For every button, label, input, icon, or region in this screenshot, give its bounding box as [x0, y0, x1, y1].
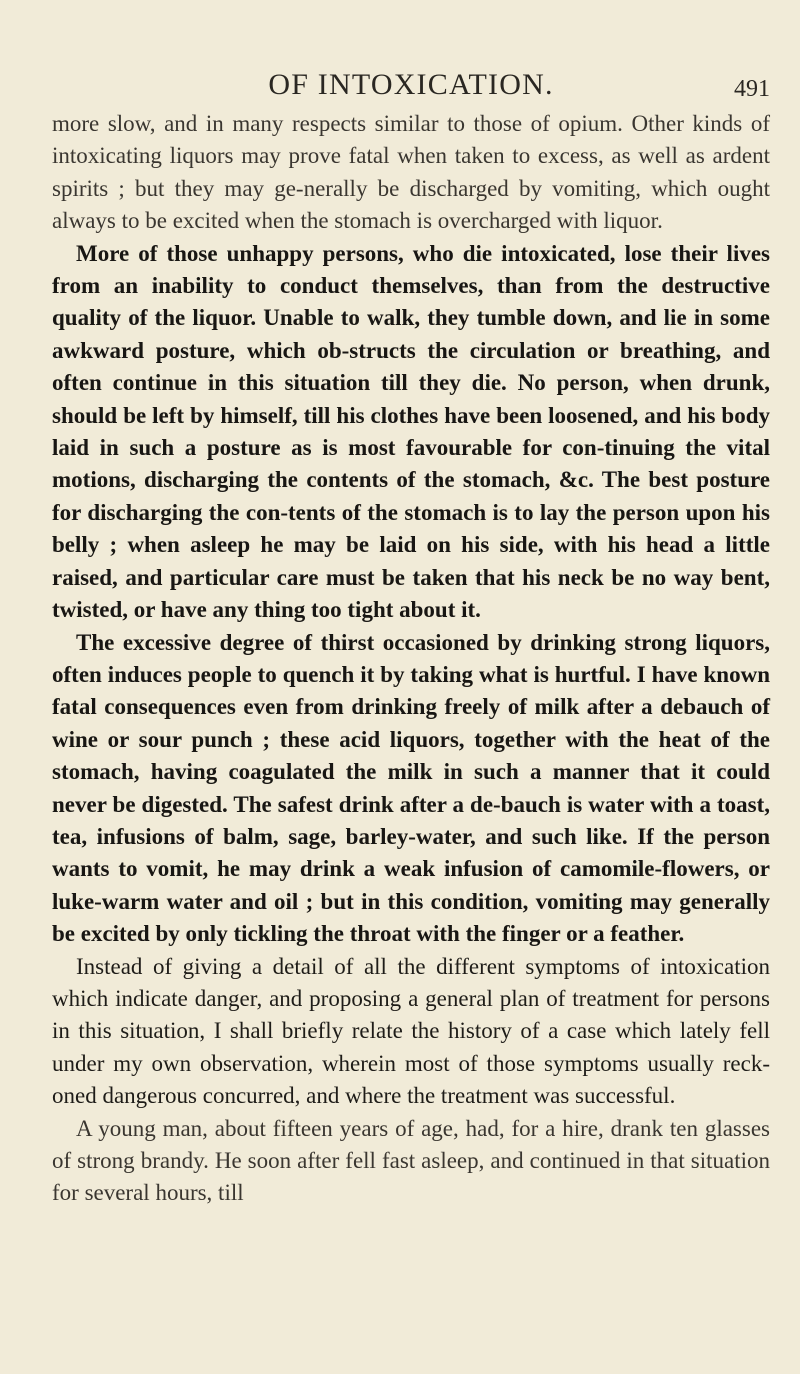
paragraph-posture: More of those unhappy persons, who die intoxicated, lose their lives from an inability to conduct themselves, than from the destructive quality of the liquor. Unable to walk, they tumble down, and lie in some awkward posture, which ob-structs the circulation or breathing, and often continue in this situation till they die. No person, when drunk, should be left by himself, till his clothes have been loosened, and his body laid in such a posture as is most favourable for con-tinuing the vital motions, discharging the contents of the stomach, &c. The best posture for discharging the con-tents of the stomach is to lay the person upon his belly ; when asleep he may be laid on his side, with his head a little raised, and particular care must be taken that his neck be no way bent, twisted, or have any thing too tight about it. — [52, 240, 770, 623]
page-header — [52, 62, 770, 102]
paragraph-continuation: more slow, and in many respects similar to those of opium. Other kinds of intoxicating liquors may prove fatal when taken to excess, as well as ardent spirits ; but they may ge-nerally be discharged by vomiting, which ought always to be excited when the stomach is overcharged with liquor. — [52, 111, 770, 234]
paragraph-case-history: A young man, about fifteen years of age, had, for a hire, drank ten glasses of strong brandy. He soon after fell fast asleep, and continued in that situation for several hours, till — [52, 1115, 770, 1206]
paragraph-case-intro: Instead of giving a detail of all the different symptoms of intoxication which indicate danger, and proposing a general plan of treatment for persons in this situation, I shall briefly relate the history of a case which lately fell under my own observation, wherein most of those symptoms usually reck-oned dangerous concurred, and where the treatment was successful. — [52, 953, 770, 1109]
paragraph-thirst: The excessive degree of thirst occasioned by drinking strong liquors, often induces people to quench it by taking what is hurtful. I have known fatal consequences even from drinking freely of milk after a debauch of wine or sour punch ; these acid liquors, together with the heat of the stomach, having coagulated the milk in such a manner that it could never be digested. The safest drink after a de-bauch is water with a toast, tea, infusions of balm, sage, barley-water, and such like. If the person wants to vomit, he may drink a weak infusion of camomile-flowers, or luke-warm water and oil ; but in this condition, vomiting may generally be excited by only tickling the throat with the finger or a feather. — [52, 629, 770, 947]
running-title: OF INTOXICATION. — [268, 68, 554, 101]
page-number: 491 — [734, 76, 770, 102]
body-text — [52, 108, 770, 1210]
